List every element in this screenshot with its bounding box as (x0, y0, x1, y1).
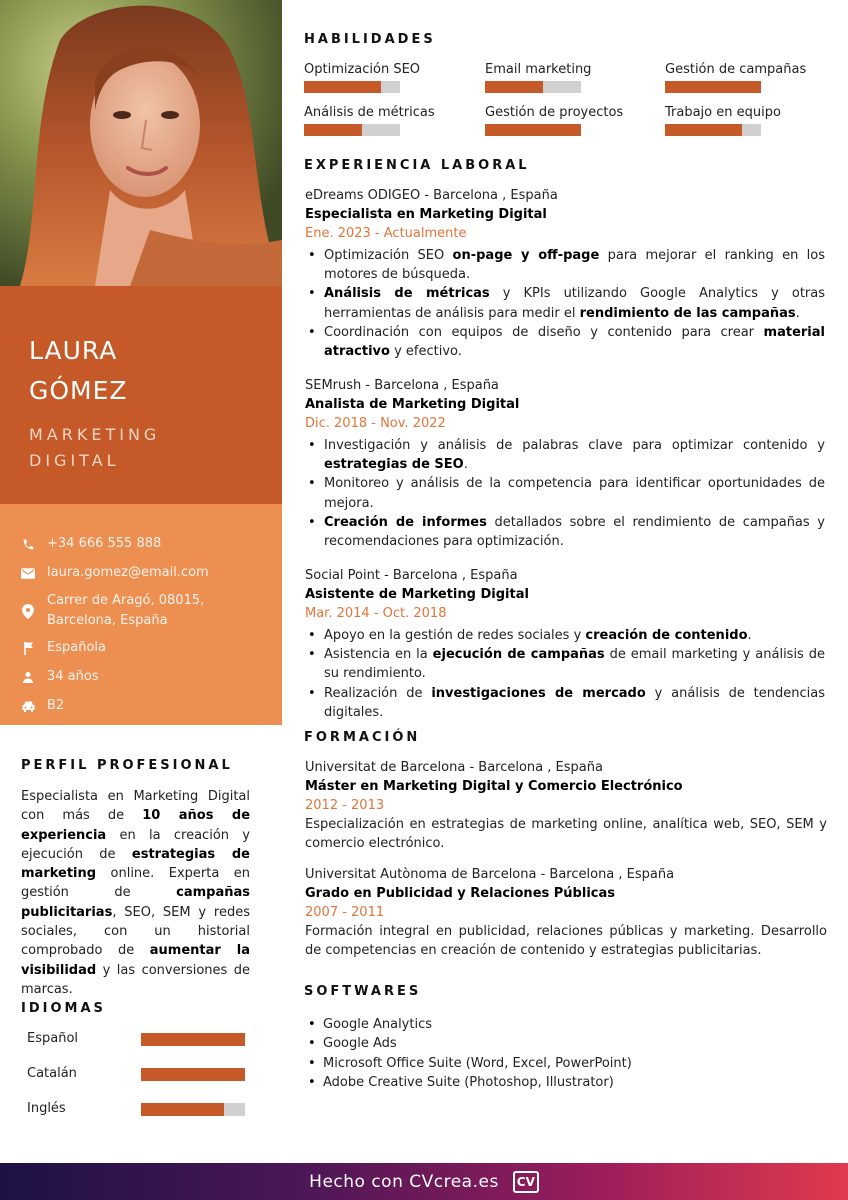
language-level-bar (141, 1068, 245, 1081)
job-entry (305, 186, 825, 361)
bullet-bold: material atractivo (324, 324, 825, 360)
job-entry (305, 566, 825, 722)
cv-logo-icon: CV (513, 1171, 539, 1193)
bullet-text: detallados sobre el rendimiento de campañas y recomendaciones para optimización. (324, 514, 825, 550)
skill-level-bar (485, 124, 581, 136)
job-dates: Mar. 2014 - Oct. 2018 (305, 606, 447, 621)
perfil-bold-3: campañas publicitarias (21, 885, 250, 920)
skill-name: Gestión de campañas (665, 62, 807, 77)
bullet-bold: investigaciones de mercado (431, 685, 646, 701)
edu-description: Especialización en estrategias de marketing online, analítica web, SEO, SEM y comercio electrónico. (305, 817, 827, 852)
education-entry (305, 865, 827, 960)
bullet-bold: Análisis de métricas (324, 286, 490, 302)
bullet-text: . (463, 457, 468, 473)
edu-degree: Grado en Publicidad y Relaciones Públicas (305, 886, 615, 901)
bullet-text: . (747, 628, 752, 643)
job-bullet (305, 246, 825, 284)
skill-item (304, 105, 464, 136)
bullet-text: Optimización SEO (324, 248, 453, 263)
software-item: • Google Ads (305, 1034, 805, 1053)
language-level-fill (141, 1033, 245, 1046)
edu-degree: Máster en Marketing Digital y Comercio Electrónico (305, 779, 683, 794)
software-item: • Google Analytics (305, 1015, 805, 1034)
perfil-text (21, 787, 250, 999)
first-name: LAURA (29, 336, 118, 365)
perfil-part-2: en la creación y ejecución de (21, 827, 250, 862)
skill-item (665, 105, 825, 136)
language-name: Español (27, 1031, 79, 1046)
idiomas-title: IDIOMAS (21, 1001, 106, 1016)
bullet-text: Monitoreo y análisis de la competencia para identificar oportunidades de mejora. (324, 476, 825, 511)
skill-level-fill (485, 81, 543, 93)
email-text[interactable]: laura.gomez@email.com (47, 565, 209, 580)
portrait-illustration (0, 0, 282, 286)
contact-address (20, 591, 247, 631)
skill-level-bar (304, 124, 400, 136)
habilidades-title: HABILIDADES (304, 32, 436, 47)
flag-icon (20, 638, 36, 658)
education-entry (305, 758, 827, 853)
language-row (27, 1031, 247, 1049)
role-line-1: MARKETING (29, 425, 161, 444)
edu-institution: Universitat Autònoma de Barcelona - Barcelona , España (305, 867, 675, 882)
bullet-text: Investigación y análisis de palabras clave para optimizar contenido y (324, 438, 825, 453)
language-row (27, 1101, 247, 1119)
language-level-fill (141, 1103, 224, 1116)
software-item: • Adobe Creative Suite (Photoshop, Illustrator) (305, 1073, 805, 1092)
bullet-text: . (795, 305, 800, 321)
footer-text[interactable]: Hecho con CVcrea.es (309, 1171, 499, 1192)
contact-nationality (20, 638, 247, 658)
edu-description: Formación integral en publicidad, relaciones públicas y marketing. Desarrollo de competencias en creación de contenido y estrategias publicitarias. (305, 924, 827, 959)
skill-level-bar (304, 81, 400, 93)
job-bullet (305, 284, 825, 322)
skill-level-bar (665, 124, 761, 136)
contact-email (20, 563, 247, 583)
address-text (47, 591, 247, 631)
bullet-text: Coordinación con equipos de diseño y contenido para crear (324, 324, 764, 340)
job-bullet (305, 645, 825, 683)
skill-item (665, 62, 825, 93)
job-title: Asistente de Marketing Digital (305, 587, 529, 602)
skill-name: Gestión de proyectos (485, 105, 624, 120)
footer-banner[interactable] (0, 1163, 848, 1200)
bullet-bold: ejecución de campañas (432, 647, 605, 663)
job-bullet (305, 626, 825, 645)
bullet-text: y efectivo. (389, 344, 462, 360)
skill-name: Optimización SEO (304, 62, 421, 77)
skill-name: Trabajo en equipo (665, 105, 781, 120)
skill-name: Email marketing (485, 62, 592, 77)
bullet-text: Asistencia en la (324, 647, 433, 663)
job-bullets (305, 436, 825, 551)
job-bullets (305, 246, 825, 361)
edu-institution: Universitat de Barcelona - Barcelona , España (305, 760, 603, 775)
skill-item (304, 62, 464, 93)
phone-text[interactable]: +34 666 555 888 (47, 536, 162, 551)
edu-dates: 2007 - 2011 (305, 905, 385, 920)
bullet-bold: Creación de informes (324, 514, 487, 530)
language-name: Catalán (27, 1066, 77, 1081)
skill-level-fill (665, 81, 761, 93)
bullet-text: y KPIs utilizando Google Analytics y otras herramientas de análisis para medir el (324, 286, 825, 321)
skill-level-fill (485, 124, 581, 136)
address-line-1: Carrer de Aragó, 08015, (47, 593, 205, 608)
job-dates: Dic. 2018 - Nov. 2022 (305, 416, 446, 431)
job-dates: Ene. 2023 - Actualmente (305, 226, 467, 241)
language-level-fill (141, 1068, 245, 1081)
perfil-bold-1: 10 años de experiencia (21, 808, 251, 843)
location-pin-icon (20, 601, 36, 621)
job-bullet (305, 684, 825, 722)
bullet-text: y análisis de tendencias digitales. (324, 685, 825, 720)
skill-level-bar (485, 81, 581, 93)
contact-block (0, 504, 282, 725)
job-company: eDreams ODIGEO - Barcelona , España (305, 188, 558, 203)
perfil-part-4: , SEO, SEM y redes sociales, con un historial comprobado de (21, 904, 250, 959)
job-bullet (305, 474, 825, 512)
job-bullet (305, 436, 825, 474)
perfil-part-3: online. Experta en gestión de (21, 866, 250, 901)
perfil-part-5: y las conversiones de marcas. (21, 962, 250, 997)
contact-phone (20, 534, 247, 554)
phone-icon (20, 534, 36, 554)
perfil-title: PERFIL PROFESIONAL (21, 758, 233, 773)
skill-item (485, 105, 645, 136)
nationality-text: Española (47, 640, 106, 655)
bullet-text: Apoyo en la gestión de redes sociales y (324, 628, 586, 643)
address-line-2: Barcelona, España (47, 613, 168, 628)
job-title: Analista de Marketing Digital (305, 397, 520, 412)
skill-level-fill (304, 81, 381, 93)
bullet-text: para mejorar el ranking en los motores de búsqueda. (324, 248, 825, 283)
skill-level-fill (304, 124, 362, 136)
skill-level-fill (665, 124, 742, 136)
job-bullets (305, 626, 825, 722)
license-text: B2 (47, 698, 65, 713)
perfil-bold-4: aumentar la visibilidad (21, 943, 250, 978)
softwares-title: SOFTWARES (304, 984, 422, 999)
formacion-title: FORMACIÓN (304, 730, 421, 745)
job-bullet (305, 513, 825, 551)
job-company: SEMrush - Barcelona , España (305, 378, 499, 393)
profile-photo (0, 0, 282, 286)
edu-dates: 2012 - 2013 (305, 798, 385, 813)
language-name: Inglés (27, 1101, 66, 1116)
skill-level-bar (665, 81, 761, 93)
left-column (0, 0, 282, 1163)
language-level-bar (141, 1033, 245, 1046)
job-title: Especialista en Marketing Digital (305, 207, 547, 222)
language-row (27, 1066, 247, 1084)
car-icon (20, 696, 36, 716)
language-level-bar (141, 1103, 245, 1116)
software-list (305, 1015, 805, 1092)
bullet-bold: rendimiento de las campañas (579, 305, 796, 321)
skill-item (485, 62, 645, 93)
job-entry (305, 376, 825, 551)
last-name: GÓMEZ (29, 376, 128, 405)
job-bullet (305, 323, 825, 361)
role-line-2: DIGITAL (29, 451, 120, 470)
name-block (0, 286, 282, 504)
bullet-text: Realización de (324, 685, 432, 701)
contact-age (20, 667, 247, 687)
skill-name: Análisis de métricas (304, 105, 435, 120)
bullet-bold: on-page y off-page (452, 248, 600, 263)
experiencia-title: EXPERIENCIA LABORAL (304, 158, 530, 173)
age-text: 34 años (47, 669, 99, 684)
contact-license (20, 696, 247, 716)
person-icon (20, 667, 36, 687)
bullet-text: de email marketing y análisis de su rendimiento. (324, 647, 825, 682)
envelope-icon (20, 563, 36, 583)
job-company: Social Point - Barcelona , España (305, 568, 518, 583)
bullet-bold: estrategias de SEO (324, 457, 464, 473)
perfil-bold-2: estrategias de marketing (21, 846, 251, 882)
bullet-bold: creación de contenido (585, 628, 748, 643)
perfil-part-1: Especialista en Marketing Digital con más de (21, 789, 250, 824)
software-item: • Microsoft Office Suite (Word, Excel, PowerPoint) (305, 1054, 805, 1073)
